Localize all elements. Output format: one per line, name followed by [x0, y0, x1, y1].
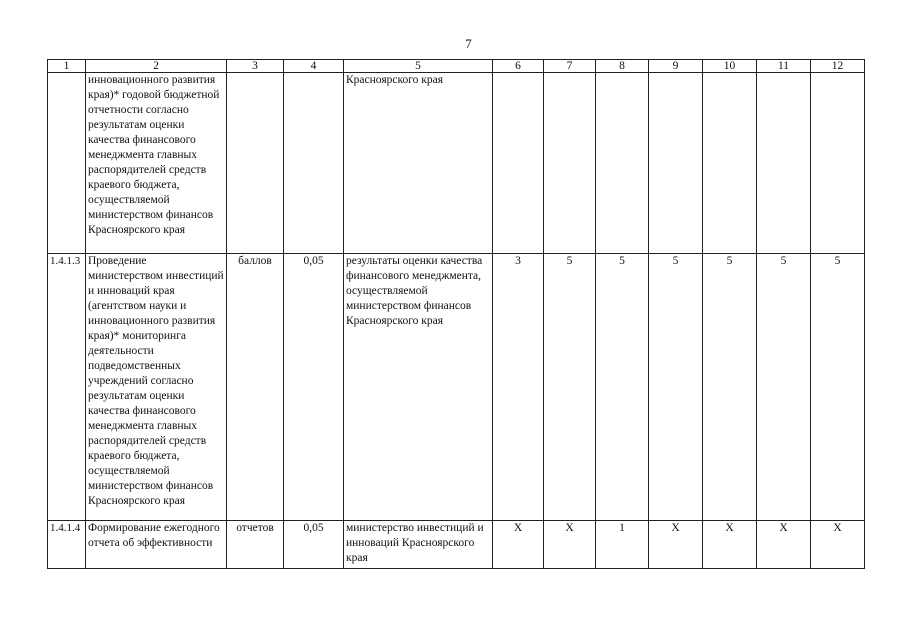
row-value: 5	[703, 254, 757, 521]
table-row	[48, 254, 865, 521]
row-weight	[284, 73, 344, 254]
row-value: X	[649, 521, 703, 569]
indicators-table	[47, 59, 865, 569]
column-header: 2	[86, 60, 227, 73]
row-weight: 0,05	[284, 254, 344, 521]
row-value	[544, 73, 596, 254]
column-header: 4	[284, 60, 344, 73]
row-name: Формирование ежегодного отчета об эффективности	[86, 521, 227, 569]
row-value: 5	[544, 254, 596, 521]
column-header: 11	[757, 60, 811, 73]
row-unit: отчетов	[227, 521, 284, 569]
row-value: 3	[493, 254, 544, 521]
row-value: 5	[811, 254, 865, 521]
row-name: инновационного развития края)* годовой бюджетной отчетности согласно результатам оценки качества финансового менеджмента главных распорядителей средств краевого бюджета, осуществляемой министерством финансов Красноярского края	[86, 73, 227, 254]
column-header: 7	[544, 60, 596, 73]
row-value	[703, 73, 757, 254]
column-header: 6	[493, 60, 544, 73]
row-value: X	[703, 521, 757, 569]
page-number: 7	[465, 36, 472, 51]
row-value	[596, 73, 649, 254]
row-source: Красноярского края	[344, 73, 493, 254]
column-header: 1	[48, 60, 86, 73]
table-row	[48, 73, 865, 254]
table-row	[48, 521, 865, 569]
column-header: 8	[596, 60, 649, 73]
row-name: Проведение министерством инвестиций и инноваций края (агентством науки и инновационного развития края)* мониторинга деятельности подведомственных учреждений согласно результатам оценки качества финансового менеджмента главных распорядителей средств краевого бюджета, осуществляемой министерством финансов Красноярского края	[86, 254, 227, 521]
row-value: X	[757, 521, 811, 569]
table-header-row	[48, 60, 865, 73]
row-source: министерство инвестиций и инноваций Красноярского края	[344, 521, 493, 569]
row-value	[649, 73, 703, 254]
row-value	[811, 73, 865, 254]
column-header: 9	[649, 60, 703, 73]
column-header: 10	[703, 60, 757, 73]
row-value: 5	[757, 254, 811, 521]
row-unit	[227, 73, 284, 254]
column-header: 5	[344, 60, 493, 73]
row-value: 5	[649, 254, 703, 521]
row-value: X	[811, 521, 865, 569]
row-id	[48, 73, 86, 254]
row-value	[757, 73, 811, 254]
column-header: 3	[227, 60, 284, 73]
row-id: 1.4.1.4	[48, 521, 86, 569]
row-value	[493, 73, 544, 254]
row-weight: 0,05	[284, 521, 344, 569]
row-value: X	[544, 521, 596, 569]
row-unit: баллов	[227, 254, 284, 521]
row-id: 1.4.1.3	[48, 254, 86, 521]
row-value: 5	[596, 254, 649, 521]
column-header: 12	[811, 60, 865, 73]
row-value: X	[493, 521, 544, 569]
row-source: результаты оценки качества финансового менеджмента, осуществляемой министерством финансов Красноярского края	[344, 254, 493, 521]
row-value: 1	[596, 521, 649, 569]
